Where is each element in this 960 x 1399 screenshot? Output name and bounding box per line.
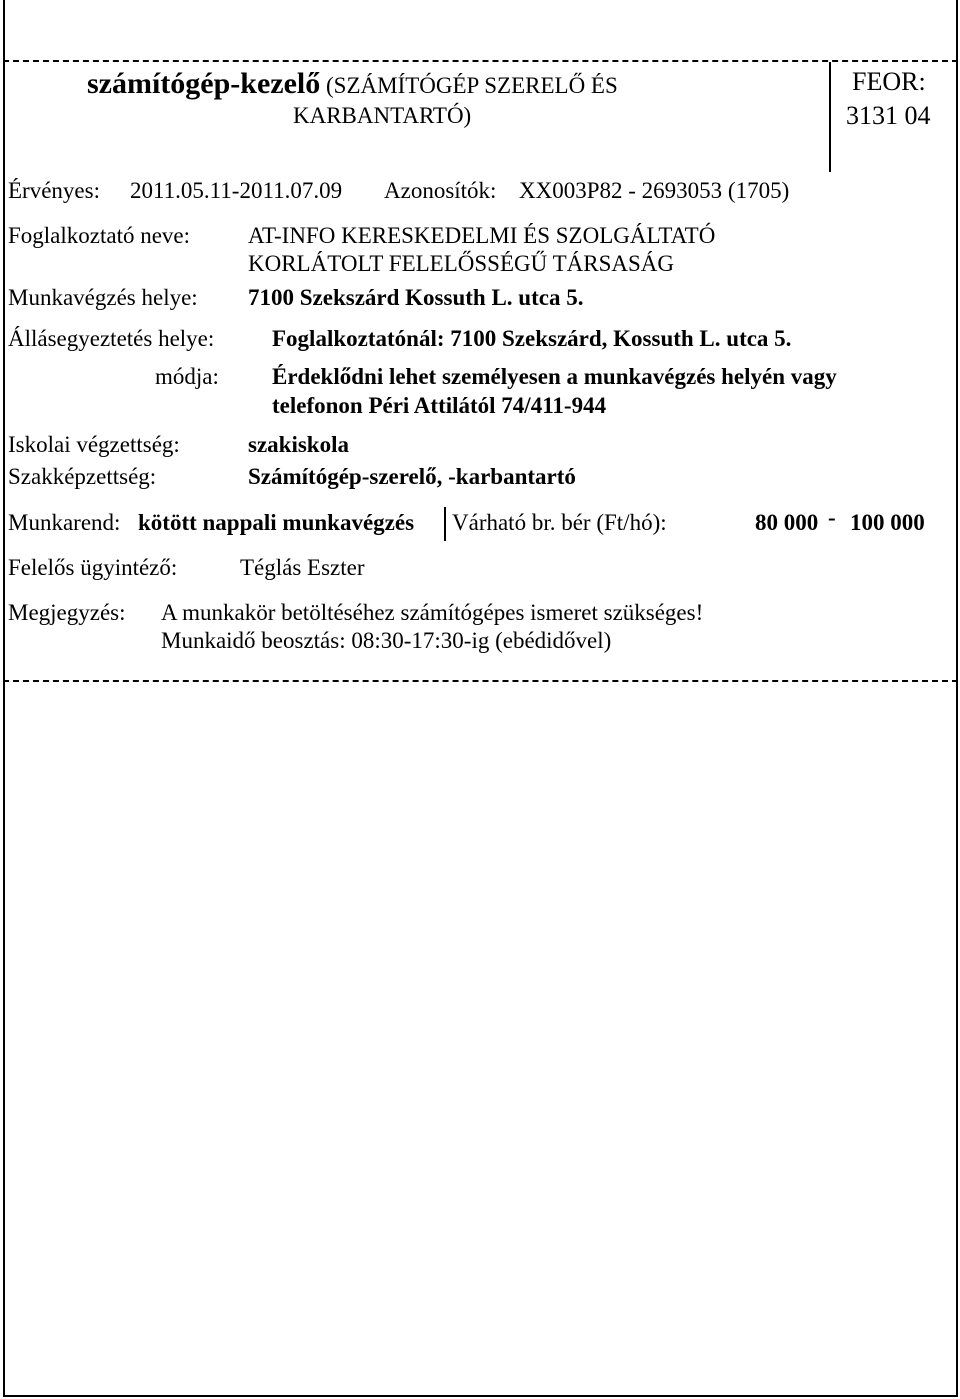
job-title: számítógép-kezelő [87,67,321,100]
workplace-label: Munkavégzés helye: [8,285,198,310]
page-frame [3,0,958,1397]
salary-label: Várható br. bér (Ft/hó): [452,510,667,535]
salary-separator: - [828,505,836,530]
schedule-value: kötött nappali munkavégzés [138,510,415,535]
id-label: Azonosítók: [384,178,497,203]
feor-code: 3131 04 [846,101,931,130]
interview-place-value: Foglalkoztatónál: 7100 Szekszárd, Kossuth L. utca 5. [272,326,792,351]
job-title-suffix: (SZÁMÍTÓGÉP SZERELŐ ÉS [326,73,618,98]
feor-divider [829,62,831,172]
validity-value: 2011.05.11-2011.07.09 [130,178,343,203]
interview-method-line-2: telefonon Péri Attilától 74/411-944 [272,393,607,418]
qualification-label: Szakképzettség: [8,464,157,489]
note-line-2: Munkaidő beosztás: 08:30-17:30-ig (ebédidővel) [161,628,612,653]
interview-method-label: módja: [155,364,219,389]
workplace-value: 7100 Szekszárd Kossuth L. utca 5. [248,285,584,310]
employer-name-2: KORLÁTOLT FELELŐSSÉGŰ TÁRSASÁG [248,251,674,276]
job-title-suffix-2: KARBANTARTÓ) [293,103,472,128]
job-title-line [87,67,618,100]
schedule-label: Munkarend: [8,510,121,535]
bottom-dashed-divider [3,680,958,682]
officer-label: Felelős ügyintéző: [8,555,178,580]
note-label: Megjegyzés: [8,600,126,625]
salary-min: 80 000 [755,510,819,535]
schedule-divider [444,507,446,541]
employer-label: Foglalkoztató neve: [8,223,191,248]
validity-label: Érvényes: [8,178,100,203]
qualification-value: Számítógép-szerelő, -karbantartó [248,464,576,489]
salary-max: 100 000 [850,510,925,535]
interview-method-line-1: Érdeklődni lehet személyesen a munkavégzés helyén vagy [272,364,837,389]
education-label: Iskolai végzettség: [8,432,180,457]
interview-place-label: Állásegyeztetés helye: [8,326,215,351]
feor-label: FEOR: [852,67,926,96]
note-line-1: A munkakör betöltéséhez számítógépes ismeret szükséges! [161,600,704,625]
employer-name-1: AT-INFO KERESKEDELMI ÉS SZOLGÁLTATÓ [248,223,716,248]
id-value: XX003P82 - 2693053 (1705) [519,178,790,203]
top-dashed-divider [3,60,958,62]
education-value: szakiskola [248,432,349,457]
officer-value: Téglás Eszter [240,555,365,580]
